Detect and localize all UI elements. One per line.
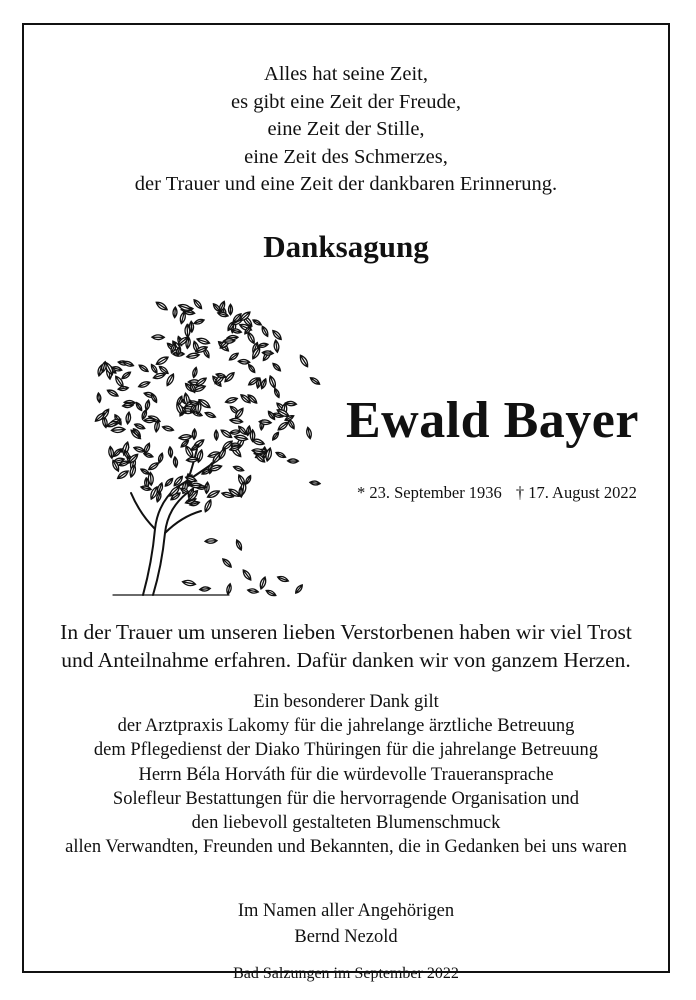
poem bbox=[24, 61, 668, 199]
leaf bbox=[277, 575, 289, 583]
leaf bbox=[265, 589, 277, 598]
leaf bbox=[182, 579, 196, 586]
leaf bbox=[268, 375, 277, 389]
special-thanks-line: dem Pflegedienst der Diako Thüringen für die jahrelange Betreuung bbox=[93, 740, 599, 761]
leaf bbox=[228, 352, 239, 362]
signature bbox=[24, 898, 668, 950]
leaf bbox=[157, 453, 164, 464]
leaf bbox=[288, 459, 299, 463]
leaf bbox=[123, 360, 135, 368]
leaf bbox=[272, 362, 282, 372]
leaf bbox=[150, 363, 159, 374]
leaf bbox=[229, 304, 233, 315]
poem-line: Alles hat seine Zeit, bbox=[264, 63, 428, 85]
leaf bbox=[193, 318, 204, 325]
leaf bbox=[260, 325, 269, 337]
leaf bbox=[234, 434, 248, 441]
poem-line: es gibt eine Zeit der Freude, bbox=[231, 90, 461, 113]
leaf bbox=[223, 339, 235, 344]
leaf bbox=[247, 363, 256, 373]
leaf bbox=[138, 380, 151, 389]
leaf bbox=[164, 477, 174, 487]
leaf bbox=[179, 434, 193, 441]
leaf bbox=[155, 355, 169, 366]
thanks-line: und Anteilnahme erfahren. Dafür danken wir von ganzem Herzen. bbox=[61, 647, 631, 672]
leaf bbox=[144, 418, 156, 423]
leaf bbox=[275, 451, 286, 459]
leaf bbox=[226, 583, 232, 594]
special-thanks-line: der Arztpraxis Lakomy für die jahrelange ärztliche Betreuung bbox=[117, 716, 575, 737]
leaf bbox=[155, 300, 169, 311]
leaf bbox=[122, 403, 133, 408]
leaf bbox=[233, 465, 245, 473]
leaf bbox=[199, 586, 210, 591]
leaf bbox=[192, 298, 203, 310]
birth-date: * 23. September 1936 bbox=[357, 483, 502, 502]
leaf bbox=[277, 420, 290, 431]
special-thanks-line: Herrn Béla Horváth für die würdevolle Traueransprache bbox=[138, 764, 554, 785]
leaf bbox=[221, 557, 232, 568]
leaf bbox=[239, 487, 243, 497]
leaf bbox=[153, 372, 166, 380]
leaf bbox=[133, 446, 145, 454]
leaf bbox=[135, 401, 143, 411]
death-date: † 17. August 2022 bbox=[515, 483, 637, 502]
leaf bbox=[147, 461, 159, 471]
special-thanks-line: allen Verwandten, Freunden und Bekannten, die in Gedanken bei uns waren bbox=[65, 837, 627, 858]
leaf bbox=[273, 388, 280, 399]
leaf bbox=[144, 400, 150, 411]
leaf bbox=[271, 431, 280, 441]
leaf bbox=[179, 311, 186, 324]
leaf bbox=[271, 329, 283, 341]
poem-line: eine Zeit des Schmerzes, bbox=[244, 145, 448, 168]
signature-intro: Im Namen aller Angehörigen bbox=[237, 901, 455, 921]
place-date: Bad Salzungen im September 2022 bbox=[233, 965, 459, 982]
leaf bbox=[250, 430, 254, 442]
leaf bbox=[192, 367, 198, 378]
leaf bbox=[273, 340, 279, 353]
leaf bbox=[162, 425, 174, 432]
leaf bbox=[294, 584, 304, 595]
leaf bbox=[309, 376, 321, 386]
leaf bbox=[203, 499, 213, 513]
leaf bbox=[298, 354, 309, 368]
thanks-line: In der Trauer um unseren lieben Verstorbenen haben wir viel Trost bbox=[60, 620, 632, 644]
leaf bbox=[186, 352, 199, 359]
special-thanks bbox=[24, 690, 668, 859]
leaf bbox=[217, 311, 229, 318]
leaf bbox=[225, 396, 238, 404]
leaf bbox=[129, 464, 137, 477]
leaf bbox=[165, 373, 176, 387]
windblown-tree-icon bbox=[79, 283, 329, 603]
leaf bbox=[204, 411, 216, 419]
leaf bbox=[196, 337, 210, 346]
leaf bbox=[252, 318, 262, 326]
leaf bbox=[235, 539, 243, 551]
leaf bbox=[106, 388, 119, 398]
leaf bbox=[111, 427, 125, 433]
leaf bbox=[143, 452, 153, 459]
leaf bbox=[152, 335, 165, 340]
leaf bbox=[138, 363, 149, 373]
leaf bbox=[306, 427, 313, 439]
special-thanks-line: Ein besonderer Dank gilt bbox=[253, 692, 439, 712]
special-thanks-line: Solefleur Bestattungen für die hervorragende Organisation und bbox=[112, 788, 580, 809]
life-dates bbox=[357, 483, 637, 503]
leaf bbox=[178, 303, 192, 312]
leaf bbox=[125, 412, 131, 424]
leaf bbox=[173, 307, 178, 318]
notice-border bbox=[22, 23, 670, 982]
leaf bbox=[241, 569, 252, 582]
leaf bbox=[262, 351, 273, 356]
leaf bbox=[121, 371, 132, 381]
heading: Danksagung bbox=[263, 229, 429, 264]
poem-line: eine Zeit der Stille, bbox=[267, 118, 425, 140]
leaf bbox=[214, 430, 218, 440]
leaf bbox=[186, 457, 199, 463]
deceased-name: Ewald Bayer bbox=[346, 392, 639, 449]
leaf bbox=[97, 393, 102, 403]
leaf bbox=[258, 342, 269, 348]
leaf bbox=[192, 429, 196, 440]
signature-name: Bernd Nezold bbox=[294, 927, 398, 947]
leaf bbox=[140, 485, 151, 491]
leaf bbox=[247, 588, 258, 594]
thanks-text bbox=[24, 619, 668, 674]
leaf bbox=[168, 447, 173, 458]
leaf bbox=[259, 576, 268, 589]
poem-line: der Trauer und eine Zeit der dankbaren Erinnerung. bbox=[134, 173, 558, 195]
tree-leaves bbox=[94, 298, 321, 597]
leaf bbox=[173, 457, 178, 468]
leaf bbox=[310, 480, 321, 485]
special-thanks-line: den liebevoll gestalteten Blumenschmuck bbox=[191, 813, 501, 834]
leaf bbox=[205, 538, 217, 543]
